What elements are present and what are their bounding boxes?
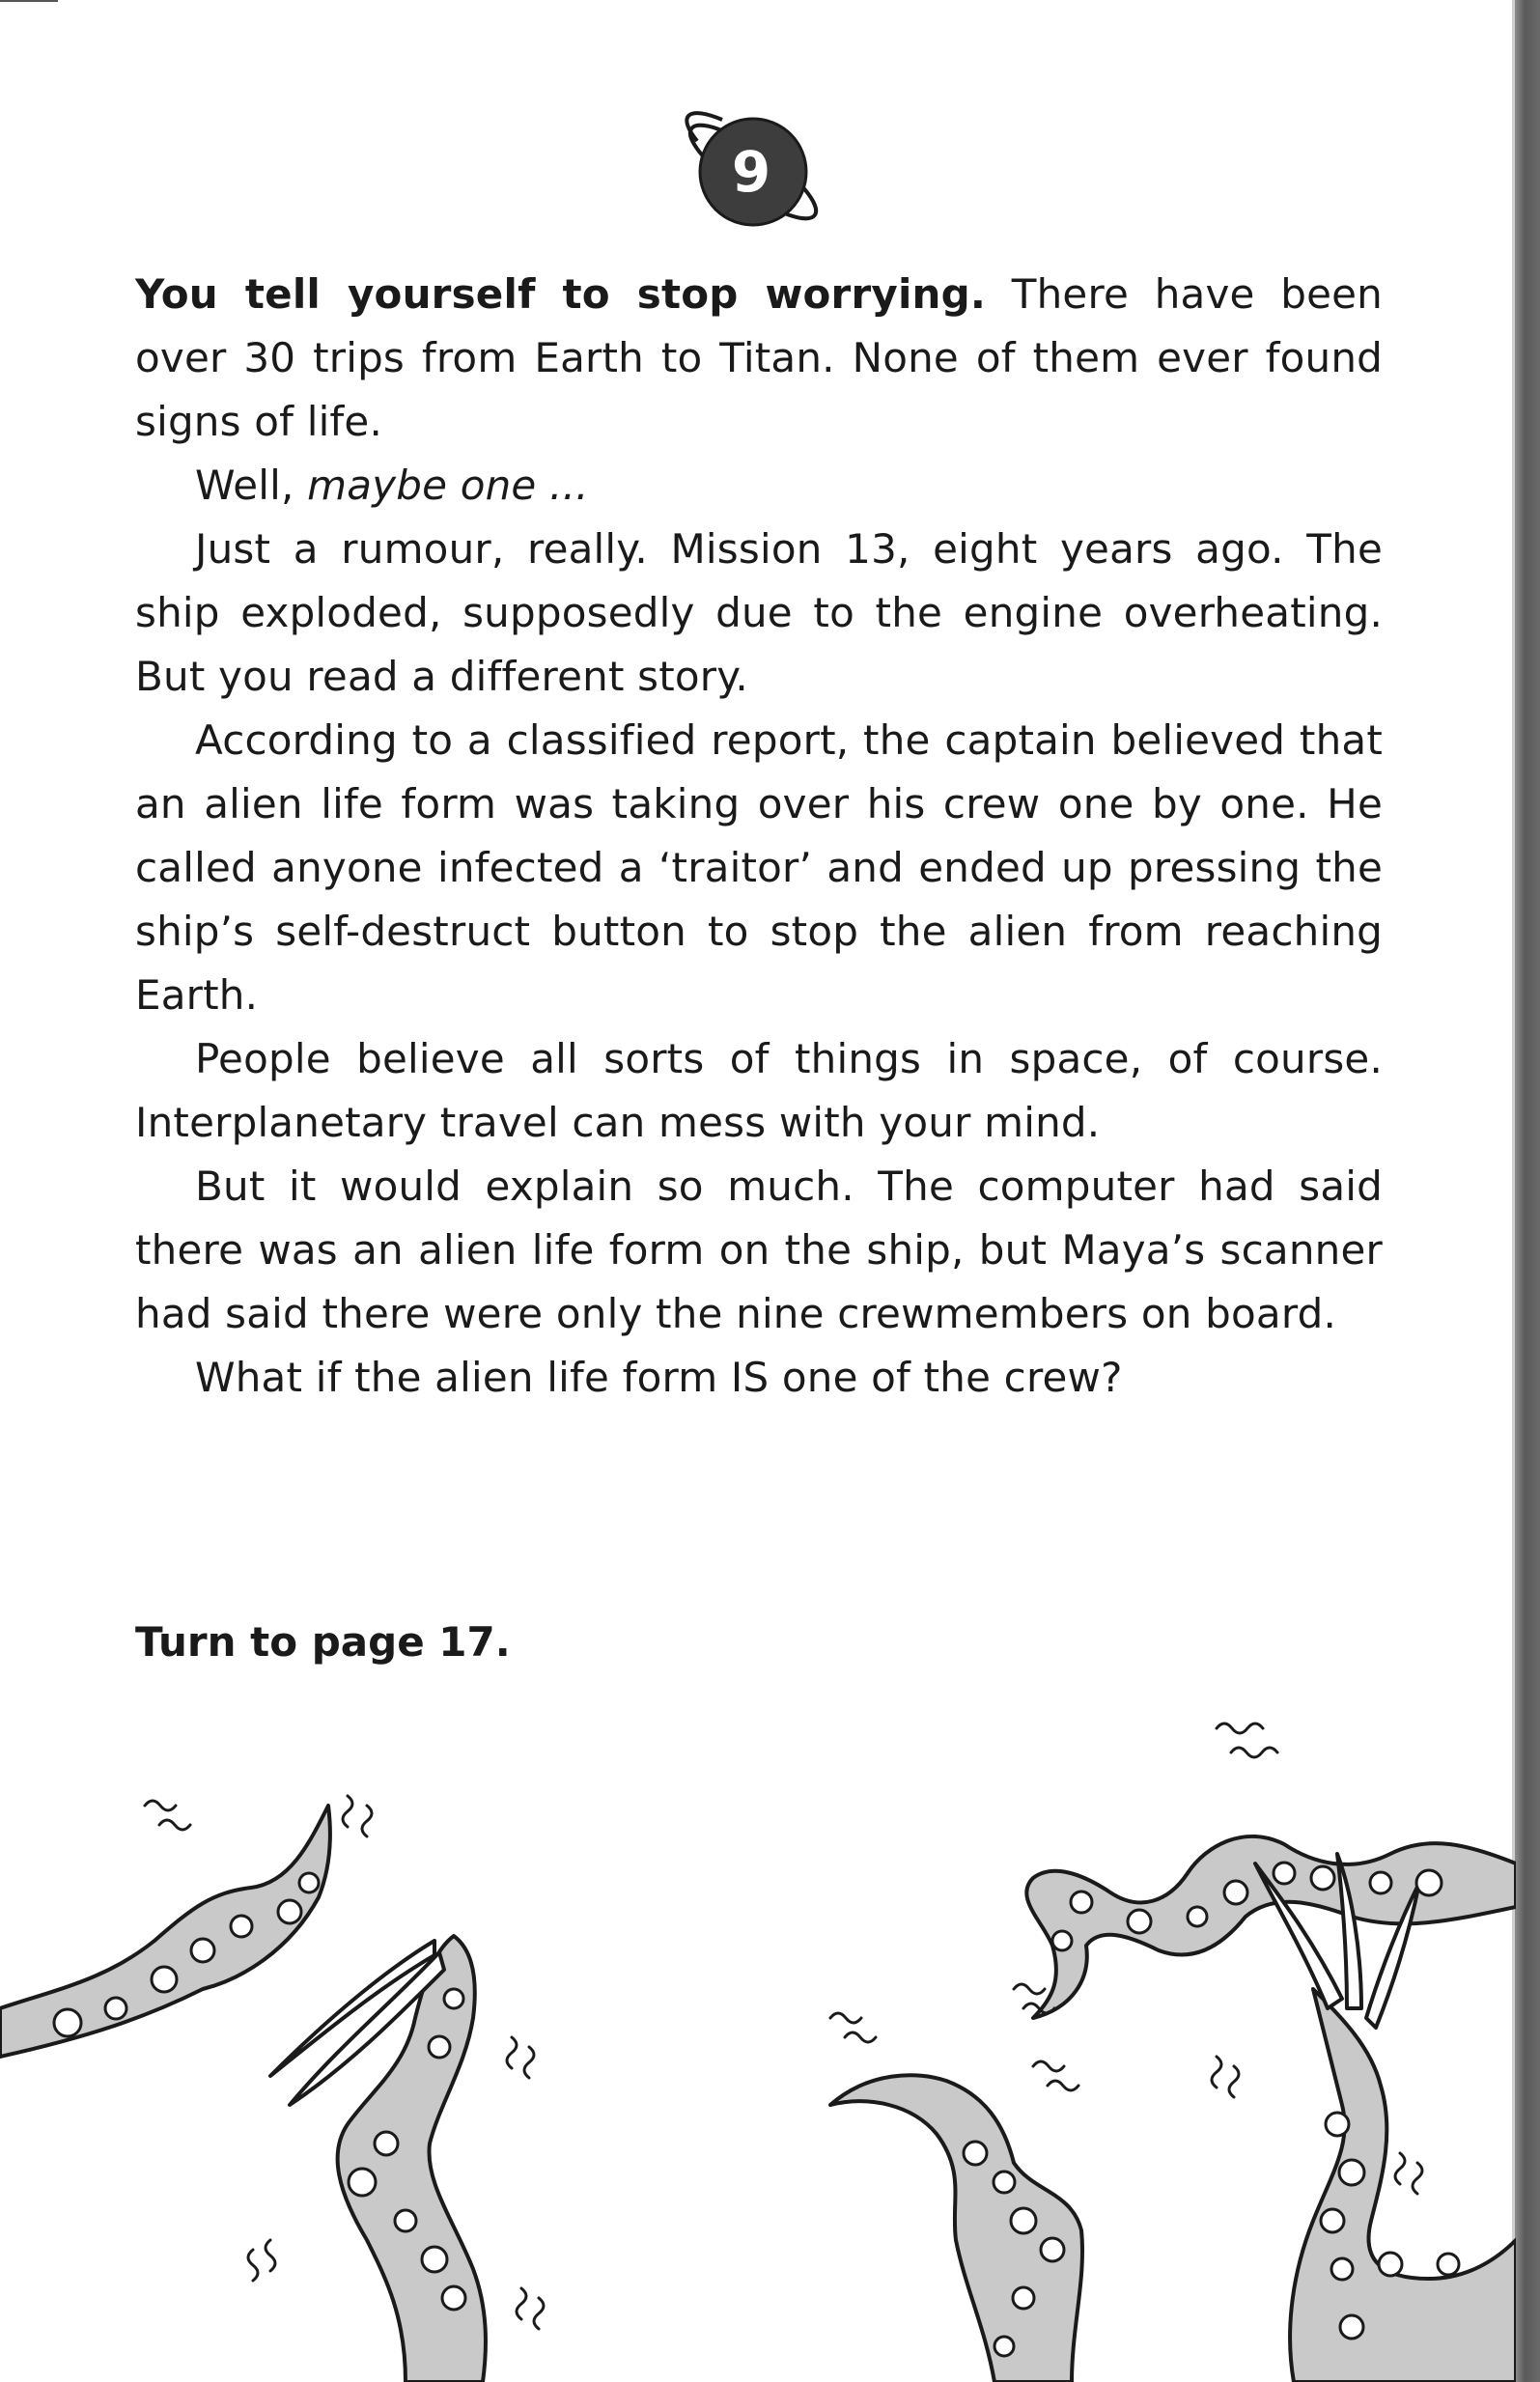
paragraph-1-rest: There have been over 30 trips from Earth to Titan. None of them ever found signs of life.: [135, 270, 1383, 445]
tentacle-left-top: [0, 1806, 330, 2057]
paragraph-6: But it would explain so much. The computer had said there was an alien life form on the ship, but Maya’s scanner had said there were only the nine crewmembers on board.: [135, 1163, 1383, 1337]
paragraph-7: What if the alien life form IS one of the crew?: [195, 1354, 1123, 1401]
tentacle-center-right: [830, 2075, 1082, 2382]
paragraph-5: People believe all sorts of things in space, of course. Interplanetary travel can mess with your mind.: [135, 1035, 1383, 1146]
paragraph-2: [135, 454, 1383, 518]
paragraph-1: [135, 263, 1383, 454]
paragraph-1-lead: You tell yourself to stop worrying.: [135, 270, 987, 318]
story-text: [135, 263, 1383, 1410]
paragraph-2-start: Well,: [195, 462, 308, 509]
paragraph-4: According to a classified report, the captain believed that an alien life form was taking over his crew one by one. He called anyone infected a ‘traitor’ and ended up pressing the ship’s self-destruct button to stop the alien from reaching Earth.: [135, 716, 1383, 1019]
book-page-edge: [1515, 0, 1540, 2382]
tentacle-right-bottom: [1290, 1989, 1516, 2382]
chapter-number: 9: [731, 139, 771, 205]
tentacle-right-top: [1026, 1836, 1516, 2018]
turn-to-page-instruction: Turn to page 17.: [135, 1618, 511, 1666]
top-edge-rule: [0, 0, 58, 2]
paragraph-3: Just a rumour, really. Mission 13, eight years ago. The ship exploded, supposedly due to the engine overheating. But you read a different story.: [135, 525, 1383, 700]
paragraph-2-italic: maybe one ...: [307, 462, 589, 509]
tentacles-illustration: [0, 1699, 1516, 2382]
